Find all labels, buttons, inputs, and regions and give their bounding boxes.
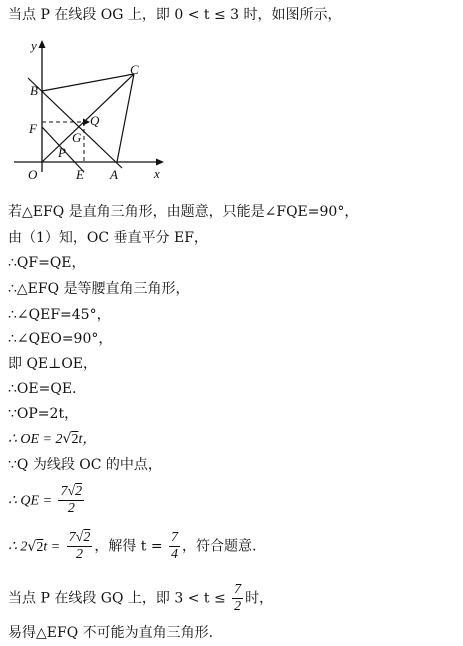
fraction: $\frac{7√2}{2}$ — [68, 530, 91, 562]
text-line-10: ∵OP=2t， — [8, 406, 79, 422]
label-E: E — [76, 167, 84, 182]
label-P: P — [58, 145, 66, 160]
fraction: $\frac{7}{2}$ — [234, 582, 242, 614]
fraction: $\frac{7√2}{2}$ — [60, 484, 83, 516]
text-line-9: ∴OE=QE. — [8, 381, 77, 397]
geometry-figure — [14, 38, 174, 188]
text-line-3: 由（1）知，OC 垂直平分 EF， — [8, 230, 208, 246]
text-line-6: ∴∠QEF=45°， — [8, 307, 111, 323]
label-Q: Q — [90, 113, 100, 128]
text-line-2: 若△EFQ 是直角三角形，由题意，只能是∠FQE=90°， — [8, 204, 359, 220]
label-F: F — [29, 121, 37, 136]
text-line-12: ∵Q 为线段 OC 的中点， — [8, 457, 162, 473]
label-A: A — [110, 167, 118, 182]
text-line-16: 易得△EFQ 不可能为直角三角形. — [8, 625, 214, 641]
label-O: O — [28, 167, 38, 182]
fraction: $\frac{7}{4}$ — [171, 530, 179, 562]
label-x: x — [154, 166, 160, 181]
text-line-5: ∴△EFQ 是等腰直角三角形， — [8, 281, 190, 297]
text-line-8: 即 QE⊥OE， — [8, 356, 98, 372]
label-y: y — [31, 38, 37, 53]
label-B: B — [30, 83, 38, 98]
segment-BC — [42, 74, 134, 91]
text-line-1: 当点 P 在线段 OG 上，即 0 < t ≤ 3 时，如图所示， — [8, 7, 342, 23]
text-line-15: 当点 P 在线段 GQ 上，即 3 < t ≤ $\frac{7}{2}$ 时， — [8, 582, 274, 614]
text-line-7: ∴∠QEO=90°， — [8, 331, 113, 347]
text-line-14: ∴ 2√2t = $\frac{7√2}{2}$ ，解得 t = $\frac{7}{4}$ ，符合题意. — [8, 530, 257, 562]
label-G: G — [72, 130, 82, 145]
segment-OC — [42, 74, 134, 162]
text-line-4: ∴QF=QE， — [8, 255, 86, 271]
label-C: C — [130, 62, 139, 77]
x-axis-arrow-icon — [156, 159, 164, 166]
y-axis-arrow-icon — [39, 40, 46, 48]
text-line-13: ∴ QE = $\frac{7√2}{2}$ — [8, 484, 83, 516]
text-line-11: ∴ OE = 2√2t， — [8, 431, 97, 447]
